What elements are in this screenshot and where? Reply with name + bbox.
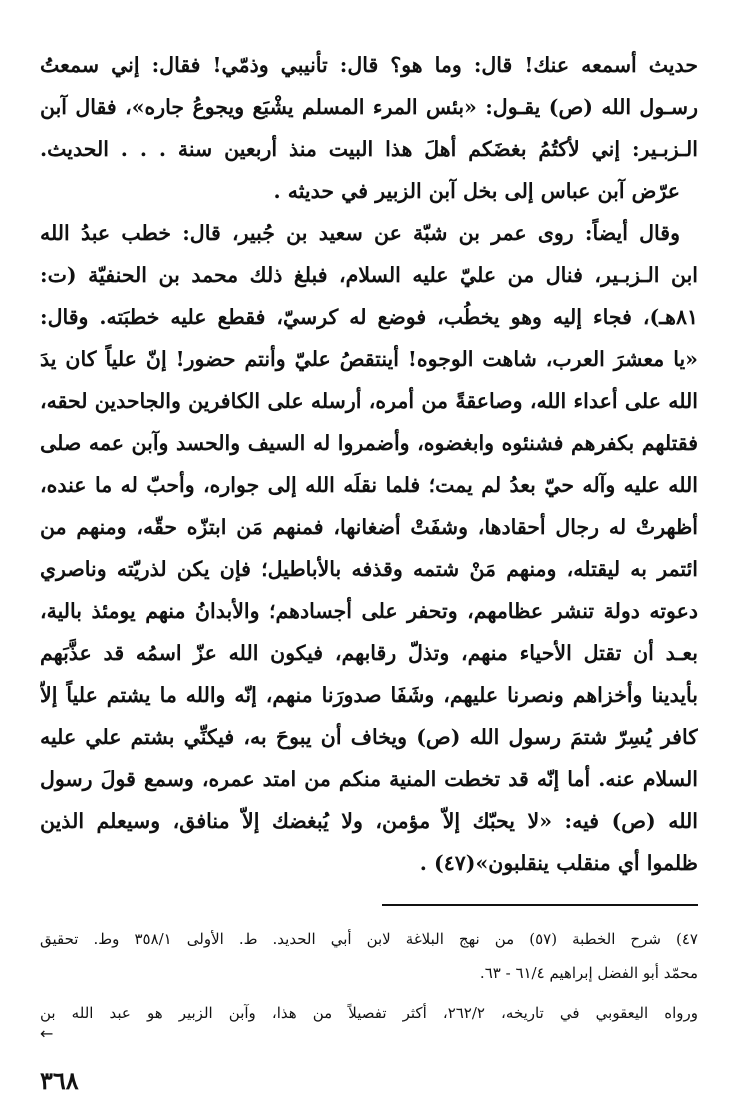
text-line: «يا معشرَ العرب، شاهت الوجوه! أينتقصُ عليّ وأنتم حضور! إنّ علياً كان يدَ	[40, 347, 698, 371]
text-line: دعوته دولة تنشر عظامهم، وتحفر على أجسادهم؛ والأبدانُ منهم يومئذ بالية،	[40, 599, 698, 623]
text-line: الـزبـير: إني لأكتُمُ بغضَكم أهلَ هذا البيت منذ أربعين سنة . . . الحديث.	[40, 137, 698, 161]
text-line: الله عليه وآله حيّ بعدُ لم يمت؛ فلما نقلَه الله إلى جواره، وأحبّ له ما عنده،	[40, 473, 698, 497]
text-line: حديث أسمعه عنك! قال: وما هو؟ قال: تأنيبي وذمّي! فقال: إني سمعتُ	[40, 53, 698, 77]
text-line: بعـد أن تقتل الأحياء منهم، وتذلّ رقابهم، فيكون الله عزّ اسمُه قد عذَّبَهم	[40, 641, 698, 665]
footnotes	[40, 922, 698, 1030]
text-line: ظلموا أي منقلب ينقلبون»(٤٧) .	[419, 851, 698, 875]
text-line: عرّض آبن عباس إلى بخل آبن الزبير في حديثه .	[273, 179, 680, 203]
text-line: أظهرتْ له رجال أحقادها، وشفَتْ أضغانها، فمنهم مَن ابتزّه حقّه، ومنهم من	[40, 515, 698, 539]
text-line: ٨١هـ)، فجاء إليه وهو يخطُب، فوضع له كرسيّ، فقطع عليه خطبَته. وقال:	[40, 305, 698, 329]
page-number: ٣٦٨	[40, 1066, 79, 1095]
text-line: الله على أعداء الله، وصاعقةً من أمره، أرسله على الكافرين والجاحدين لحقه،	[40, 389, 698, 413]
book-page	[40, 0, 698, 1120]
continuation-arrow-icon: ←	[40, 1024, 54, 1043]
footnote-divider	[382, 904, 698, 906]
text-line: ابن الـزبـير، فنال من عليّ عليه السلام، فبلغ ذلك محمد بن الحنفيّة (ت:	[40, 263, 698, 287]
footnote-line: ٤٧) شرح الخطبة (٥٧) من نهج البلاغة لابن أبي الحديد. ط. الأولى ٣٥٨/١ وط. تحقيق	[40, 930, 698, 948]
text-line: فقتلهم بكفرهم فشنئوه وابغضوه، وأضمروا له السيف والحسد وآبن عمه صلى	[40, 431, 698, 455]
text-line: السلام عنه. أما إنّه قد تخطت المنية منكم من امتد عمره، وسمع قولَ رسول	[40, 767, 698, 791]
text-line: الله (ص) فيه: «لا يحبّك إلاّ مؤمن، ولا يُبغضك إلاّ منافق، وسيعلم الذين	[40, 809, 698, 833]
main-text	[40, 44, 698, 884]
footnote-line: محمّد أبو الفضل إبراهيم ٦١/٤ - ٦٣.	[479, 964, 698, 982]
text-line: رسـول الله (ص) يقـول: «بئس المرء المسلم يشْبَع ويجوعُ جاره»، فقال آبن	[40, 95, 698, 119]
text-line: كافر يُسِرّ شتمَ رسول الله (ص) ويخاف أن يبوحَ به، فيكنِّي بشتم علي عليه	[40, 725, 698, 749]
text-line: ائتمر به ليقتله، ومنهم مَنْ شتمه وقذفه بالأباطيل؛ فإن يكن لذريّته وناصري	[40, 557, 698, 581]
footnote-line: ورواه اليعقوبي في تاريخه، ٢٦٢/٢، أكثر تفصيلاً من هذا، وآبن الزبير هو عبد الله بن	[40, 1004, 698, 1022]
text-line: بأيدينا وأخزاهم ونصرنا عليهم، وشَفَا صدورَنا منهم، إنّه والله ما يشتم علياً إلاّ	[40, 683, 698, 707]
text-line: وقال أيضاً: روى عمر بن شبّة عن سعيد بن جُبير، قال: خطب عبدُ الله	[40, 221, 680, 245]
